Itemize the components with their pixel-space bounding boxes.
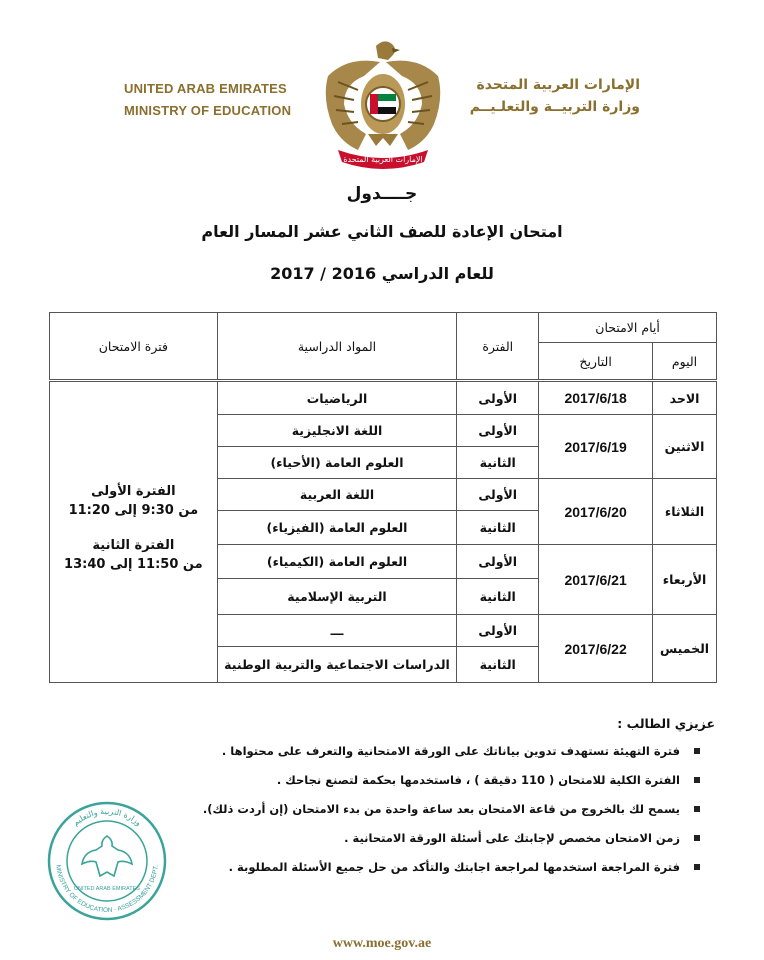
date-cell: 2017/6/21 — [539, 545, 653, 615]
list-item — [140, 742, 700, 760]
emblem-ribbon-text: الإمارات العربية المتحدة — [343, 155, 423, 164]
list-item — [140, 858, 700, 876]
first-period-label: الفترة الأولى — [91, 484, 176, 499]
bullet-icon — [694, 777, 700, 783]
document-title: جــــدول — [346, 184, 418, 204]
website-link[interactable]: www.moe.gov.ae — [332, 936, 432, 951]
subject-cell: العلوم العامة (الأحياء) — [217, 447, 457, 479]
date-header: التاريخ — [539, 343, 653, 381]
day-cell: الثلاثاء — [653, 479, 717, 545]
header-english-ministry: MINISTRY OF EDUCATION — [124, 103, 292, 118]
subject-cell: الرياضيات — [217, 381, 457, 415]
academic-year: للعام الدراسي 2016 / 2017 — [270, 264, 494, 283]
second-period-label: الفترة الثانية — [92, 538, 175, 553]
day-header: اليوم — [653, 343, 717, 381]
subjects-header: المواد الدراسية — [217, 313, 457, 381]
stamp-text-mid: UNITED ARAB EMIRATES — [74, 886, 140, 892]
first-period-range: من 9:30 إلى 11:20 — [68, 503, 199, 518]
period-cell: الأولى — [457, 415, 539, 447]
notes-title: عزيزي الطالب : — [617, 716, 715, 731]
bullet-icon — [694, 748, 700, 754]
list-item — [140, 771, 700, 789]
bullet-icon — [694, 864, 700, 870]
period-cell: الثانية — [457, 647, 539, 683]
stamp-text-bottom: MINISTRY OF EDUCATION · ASSESSMENT DEPT. — [54, 864, 160, 915]
document-subtitle: امتحان الإعادة للصف الثاني عشر المسار العام — [201, 222, 563, 241]
note-text: الفترة الكلية للامتحان ( 110 دقيقة ) ، فاستخدمها بحكمة لتصنع نجاحك . — [276, 773, 680, 787]
second-period-range: من 11:50 إلى 13:40 — [64, 557, 203, 572]
subject-cell: ـــ — [217, 615, 457, 647]
period-header: الفترة — [457, 313, 539, 381]
list-item — [140, 829, 700, 847]
date-cell: 2017/6/18 — [539, 381, 653, 415]
official-stamp-icon — [46, 800, 168, 922]
stamp-text-top: وزارة التربية والتعليم — [71, 806, 143, 828]
period-cell: الثانية — [457, 579, 539, 615]
second-period-block — [50, 536, 217, 574]
subject-cell: العلوم العامة (الكيمياء) — [217, 545, 457, 579]
subject-cell: العلوم العامة (الفيزياء) — [217, 511, 457, 545]
subject-cell: اللغة الانجليزية — [217, 415, 457, 447]
subject-cell: التربية الإسلامية — [217, 579, 457, 615]
period-cell: الثانية — [457, 511, 539, 545]
date-cell: 2017/6/20 — [539, 479, 653, 545]
exam-days-header: أيام الامتحان — [539, 313, 717, 343]
first-period-block — [50, 482, 217, 520]
subject-cell: الدراسات الاجتماعية والتربية الوطنية — [217, 647, 457, 683]
bullet-icon — [694, 806, 700, 812]
day-cell: الاثنين — [653, 415, 717, 479]
list-item — [140, 800, 700, 818]
notes-list — [140, 742, 700, 887]
subject-cell: اللغة العربية — [217, 479, 457, 511]
exam-schedule-table — [49, 312, 717, 683]
period-cell: الثانية — [457, 447, 539, 479]
header-arabic — [440, 74, 640, 118]
header-english — [124, 78, 304, 122]
bullet-icon — [694, 835, 700, 841]
exam-period-header: فترة الامتحان — [50, 313, 218, 381]
period-cell: الأولى — [457, 479, 539, 511]
header-arabic-country: الإمارات العربية المتحدة — [476, 77, 640, 93]
period-cell: الأولى — [457, 381, 539, 415]
note-text: فترة المراجعة استخدمها لمراجعة اجابتك والتأكد من حل جميع الأسئلة المطلوبة . — [228, 860, 680, 874]
note-text: فترة التهيئة تستهدف تدوين بياناتك على الورقة الامتحانية والتعرف على محتواها . — [221, 744, 680, 758]
period-cell: الأولى — [457, 545, 539, 579]
day-cell: الاحد — [653, 381, 717, 415]
falcon-emblem-icon — [318, 38, 448, 170]
note-text: زمن الامتحان مخصص لإجابتك على أسئلة الورقة الامتحانية . — [344, 831, 680, 845]
day-cell: الأربعاء — [653, 545, 717, 615]
note-text: يسمح لك بالخروج من قاعة الامتحان بعد ساعة واحدة من بدء الامتحان (إن أردت ذلك). — [202, 802, 680, 816]
date-cell: 2017/6/19 — [539, 415, 653, 479]
header-arabic-ministry: وزارة التربيــة والتعلـيــم — [469, 99, 640, 115]
table-row — [50, 381, 717, 415]
exam-times-cell — [50, 381, 218, 683]
period-cell: الأولى — [457, 615, 539, 647]
day-cell: الخميس — [653, 615, 717, 683]
date-cell: 2017/6/22 — [539, 615, 653, 683]
header-english-country: UNITED ARAB EMIRATES — [124, 81, 287, 96]
